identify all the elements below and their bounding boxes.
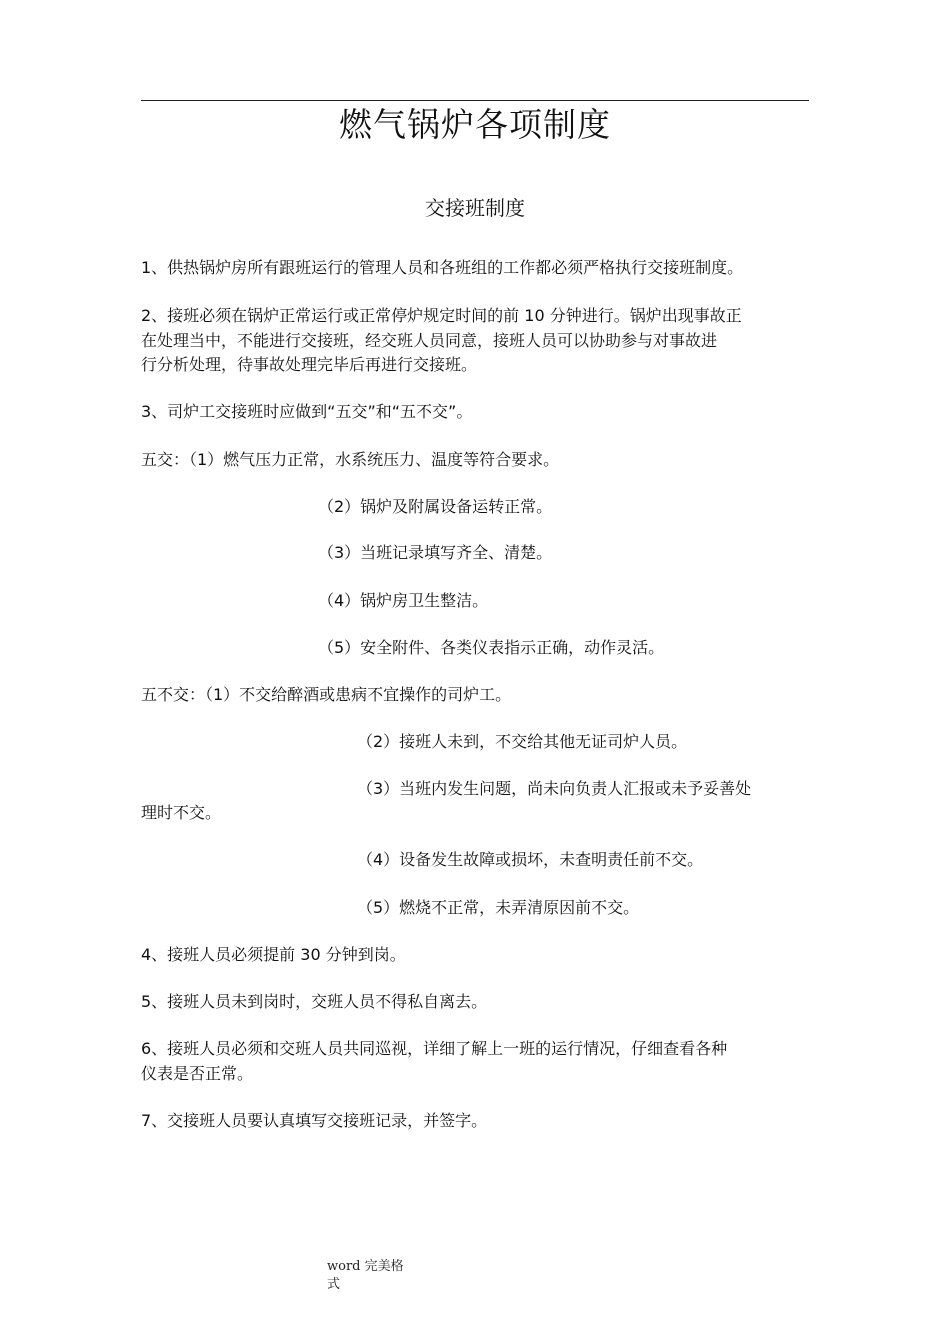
five-no-hand-item-3-cont: 理时不交。 bbox=[141, 803, 222, 822]
five-hand-item-4: （4）锅炉房卫生整洁。 bbox=[318, 591, 489, 610]
five-no-hand-item-1: 五不交：（1）不交给醉酒或患病不宜操作的司炉工。 bbox=[141, 685, 512, 704]
page-footer bbox=[327, 1258, 404, 1294]
paragraph-1: 1、供热锅炉房所有跟班运行的管理人员和各班组的工作都必须严格执行交接班制度。 bbox=[141, 258, 744, 277]
five-hand-item-5: （5）安全附件、各类仪表指示正确，动作灵活。 bbox=[318, 638, 665, 657]
paragraph-2-line-2: 在处理当中，不能进行交接班，经交班人员同意，接班人员可以协助参与对事故进 bbox=[141, 331, 718, 350]
five-hand-item-2: （2）锅炉及附属设备运转正常。 bbox=[318, 497, 553, 516]
document-title: 燃气锅炉各项制度 bbox=[339, 105, 611, 144]
paragraph-2-line-3: 行分析处理，待事故处理完毕后再进行交接班。 bbox=[141, 355, 478, 374]
five-hand-item-1: 五交：（1）燃气压力正常，水系统压力、温度等符合要求。 bbox=[141, 450, 560, 469]
five-no-hand-item-5: （5）燃烧不正常，未弄清原因前不交。 bbox=[357, 898, 640, 917]
five-no-hand-item-2: （2）接班人未到，不交给其他无证司炉人员。 bbox=[357, 732, 688, 751]
paragraph-6-line-2: 仪表是否正常。 bbox=[141, 1064, 254, 1083]
five-no-hand-item-3: （3）当班内发生问题，尚未向负责人汇报或未予妥善处 bbox=[357, 779, 752, 798]
five-hand-item-3: （3）当班记录填写齐全、清楚。 bbox=[318, 543, 553, 562]
paragraph-3: 3、司炉工交接班时应做到“五交”和“五不交”。 bbox=[141, 402, 473, 421]
five-no-hand-item-4: （4）设备发生故障或损坏，未查明责任前不交。 bbox=[357, 850, 704, 869]
paragraph-6-line-1: 6、接班人员必须和交班人员共同巡视，详细了解上一班的运行情况，仔细查看各种 bbox=[141, 1039, 728, 1058]
paragraph-4: 4、接班人员必须提前 30 分钟到岗。 bbox=[141, 945, 406, 964]
section-title: 交接班制度 bbox=[425, 196, 525, 220]
header-rule bbox=[141, 100, 809, 101]
footer-line-2: 式 bbox=[327, 1277, 341, 1292]
paragraph-7: 7、交接班人员要认真填写交接班记录，并签字。 bbox=[141, 1111, 488, 1130]
footer-line-1: word 完美格 bbox=[327, 1259, 404, 1274]
paragraph-2-line-1: 2、接班必须在锅炉正常运行或正常停炉规定时间的前 10 分钟进行。锅炉出现事故正 bbox=[141, 306, 742, 325]
paragraph-5: 5、接班人员未到岗时，交班人员不得私自离去。 bbox=[141, 992, 488, 1011]
